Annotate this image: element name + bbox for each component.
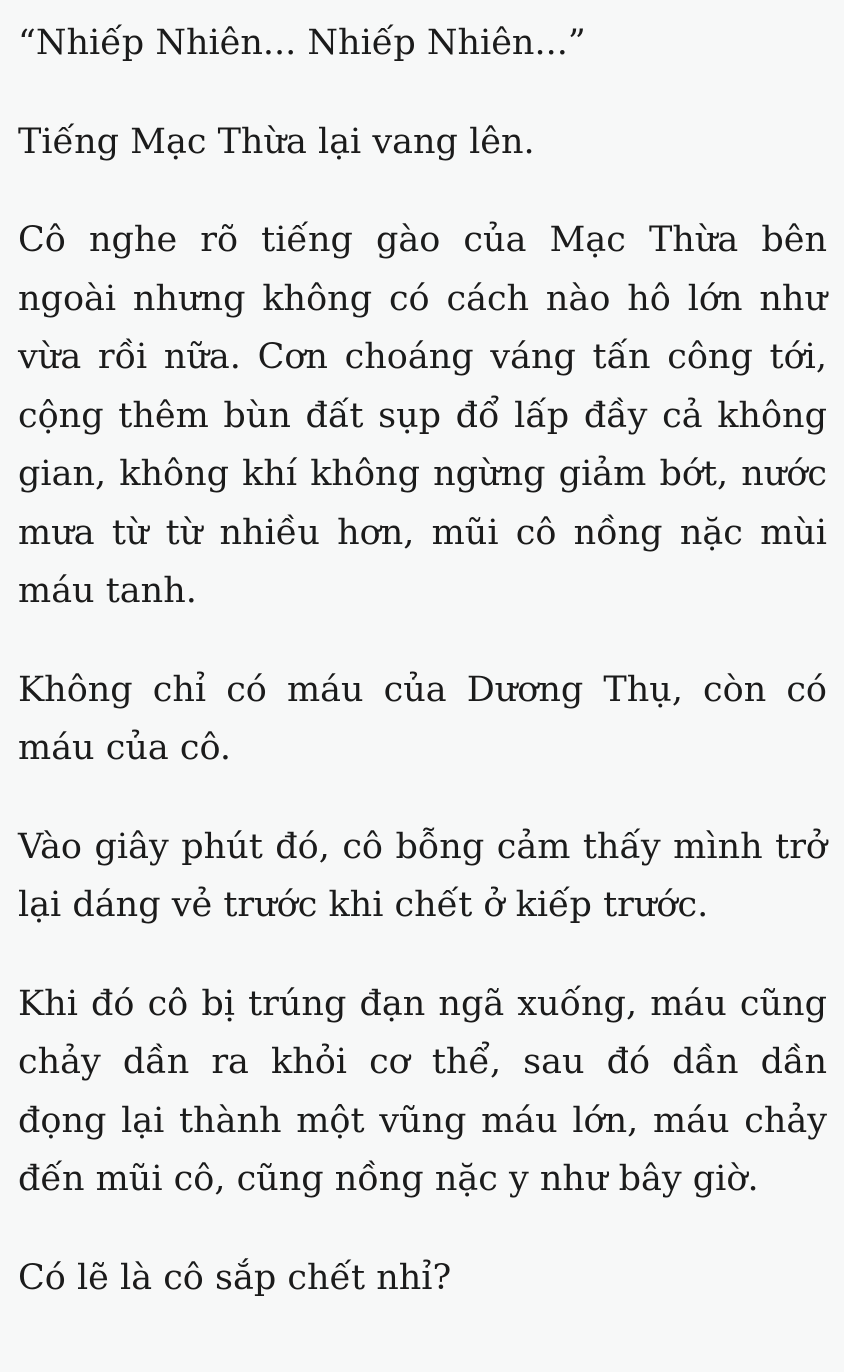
story-paragraph: Không chỉ có máu của Dương Thụ, còn có máu của cô. (18, 669, 827, 768)
story-paragraph: Tiếng Mạc Thừa lại vang lên. (18, 121, 535, 162)
story-paragraph: Khi đó cô bị trúng đạn ngã xuống, máu cũng chảy dần ra khỏi cơ thể, sau đó dần dần đọng lại thành một vũng máu lớn, máu chảy đến mũi cô, cũng nồng nặc y như bây giờ. (18, 983, 827, 1199)
story-paragraph: “Nhiếp Nhiên... Nhiếp Nhiên...” (18, 23, 586, 63)
story-paragraph: Có lẽ là cô sắp chết nhỉ? (18, 1257, 452, 1298)
story-paragraph: Cô nghe rõ tiếng gào của Mạc Thừa bên ngoài nhưng không có cách nào hô lớn như vừa rồi nữa. Cơn choáng váng tấn công tới, cộng thêm bùn đất sụp đổ lấp đầy cả không gian, không khí không ngừng giảm bớt, nước mưa từ từ nhiều hơn, mũi cô nồng nặc mùi máu tanh. (18, 220, 827, 611)
story-paragraph: Vào giây phút đó, cô bỗng cảm thấy mình trở lại dáng vẻ trước khi chết ở kiếp trước. (18, 826, 827, 925)
